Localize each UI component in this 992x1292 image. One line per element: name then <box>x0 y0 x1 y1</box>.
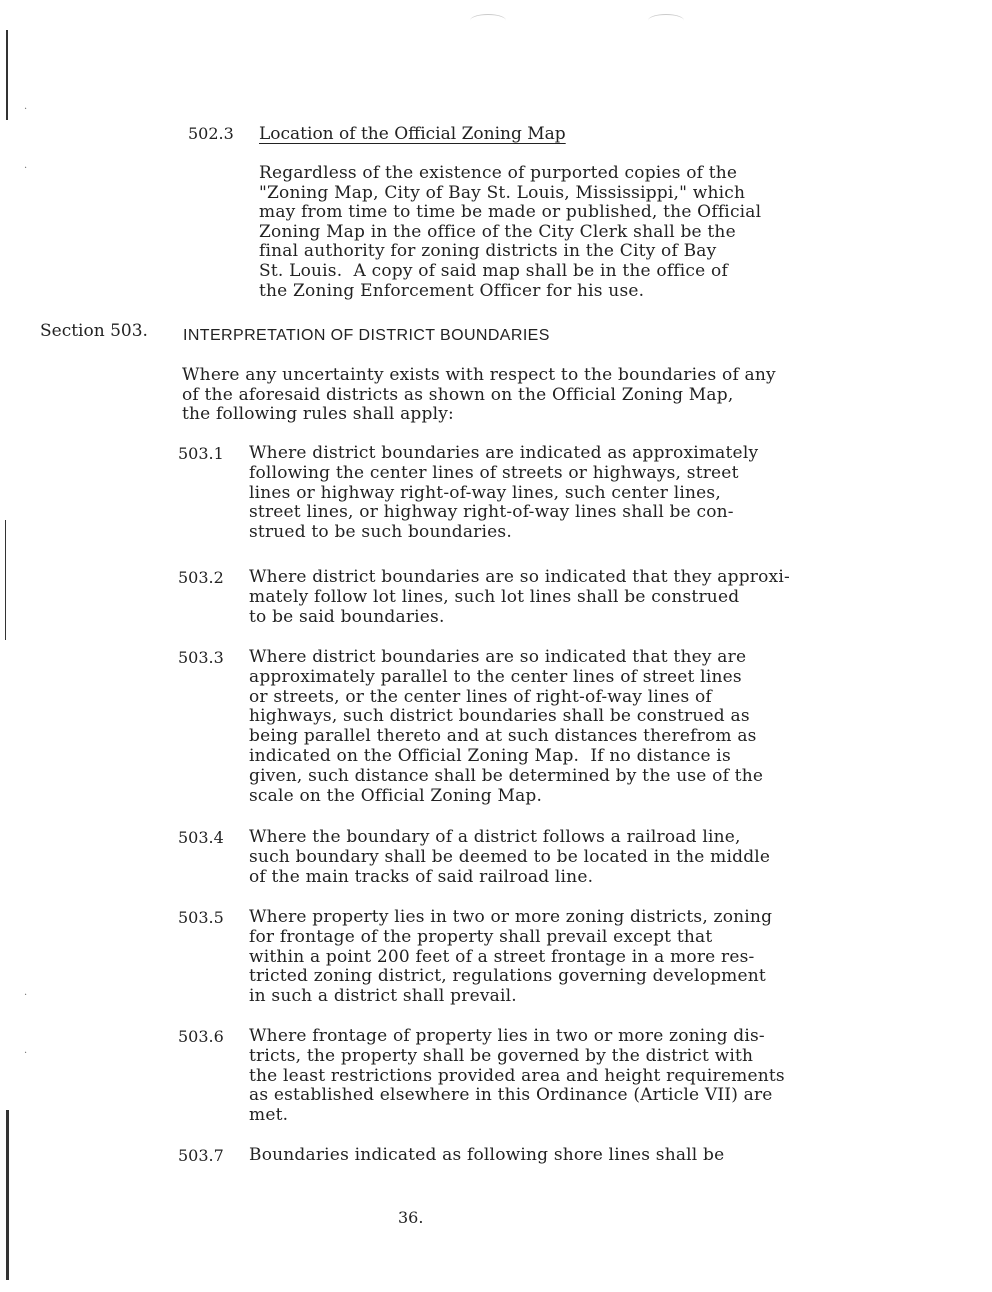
rule-number: 503.4 <box>178 828 224 847</box>
text-line: may from time to time be made or published, the Official <box>259 202 762 223</box>
scan-arc <box>470 14 506 27</box>
text-line: approximately parallel to the center lines of street lines <box>249 666 742 687</box>
text-line: the least restrictions provided area and height requirements <box>249 1065 785 1086</box>
text-line: as established elsewhere in this Ordinance (Article VII) are <box>249 1085 773 1106</box>
text-line: tricted zoning district, regulations governing development <box>249 966 766 987</box>
scan-edge-line <box>5 520 6 640</box>
text-line: met. <box>249 1105 289 1126</box>
scan-speck: · <box>24 104 28 115</box>
text-line: of the aforesaid districts as shown on the Official Zoning Map, <box>182 384 734 405</box>
scan-edge-line <box>6 30 8 120</box>
rule-number: 503.5 <box>178 908 224 927</box>
text-line: Where property lies in two or more zoning districts, zoning <box>249 907 773 927</box>
scan-speck: · <box>24 163 28 174</box>
text-line: to be said boundaries. <box>249 606 445 627</box>
text-line: mately follow lot lines, such lot lines shall be construed <box>249 586 740 607</box>
text-line: given, such distance shall be determined by the use of the <box>249 765 764 786</box>
text-line: street lines, or highway right-of-way lines shall be con- <box>249 502 734 523</box>
scan-edge-line <box>6 1110 9 1280</box>
section-label-503: Section 503. <box>40 321 148 341</box>
text-line: for frontage of the property shall prevail except that <box>249 926 713 947</box>
text-line: Where district boundaries are so indicated that they are <box>249 647 747 667</box>
text-line: the following rules shall apply: <box>182 404 454 425</box>
scan-speck: · <box>24 1048 28 1059</box>
text-line: indicated on the Official Zoning Map. If no distance is <box>249 746 731 766</box>
text-line: Where any uncertainty exists with respect to the boundaries of any <box>182 365 776 385</box>
text-line: following the center lines of streets or highways, street <box>249 462 739 483</box>
text-line: within a point 200 feet of a street frontage in a more res- <box>249 946 755 967</box>
text-line: highways, such district boundaries shall be construed as <box>249 706 750 727</box>
scan-arc <box>648 14 684 27</box>
text-line: final authority for zoning districts in the City of Bay <box>259 241 717 262</box>
text-line: Where district boundaries are indicated as approximately <box>249 443 759 463</box>
rule-number: 503.1 <box>178 444 224 463</box>
text-line: Where district boundaries are so indicated that they approxi- <box>249 567 790 587</box>
text-line: Where the boundary of a district follows a railroad line, <box>249 827 741 847</box>
text-line: Regardless of the existence of purported copies of the <box>259 163 738 183</box>
rule-number: 503.7 <box>178 1146 224 1165</box>
text-line: St. Louis. A copy of said map shall be in the office of <box>259 261 728 281</box>
text-line: lines or highway right-of-way lines, such center lines, <box>249 482 721 503</box>
section-title-502-3: Location of the Official Zoning Map <box>259 124 566 144</box>
rule-number: 503.6 <box>178 1027 224 1046</box>
text-line: or streets, or the center lines of right-of-way lines of <box>249 686 712 707</box>
text-line: strued to be such boundaries. <box>249 522 512 543</box>
rule-number: 503.3 <box>178 648 224 667</box>
text-line: "Zoning Map, City of Bay St. Louis, Mississippi," which <box>259 182 746 203</box>
text-line: Boundaries indicated as following shore lines shall be <box>249 1145 725 1165</box>
text-line: scale on the Official Zoning Map. <box>249 785 543 806</box>
text-line: the Zoning Enforcement Officer for his use. <box>259 280 645 301</box>
text-line: Where frontage of property lies in two or more zoning dis- <box>249 1026 765 1046</box>
text-line: Zoning Map in the office of the City Clerk shall be the <box>259 221 736 242</box>
rule-number: 503.2 <box>178 568 224 587</box>
section-title-503: INTERPRETATION OF DISTRICT BOUNDARIES <box>183 327 550 344</box>
text-line: such boundary shall be deemed to be located in the middle <box>249 846 771 867</box>
text-line: being parallel thereto and at such distances therefrom as <box>249 726 757 747</box>
text-line: of the main tracks of said railroad line. <box>249 866 594 887</box>
text-line: tricts, the property shall be governed by the district with <box>249 1045 754 1066</box>
text-line: in such a district shall prevail. <box>249 986 517 1007</box>
section-number-502-3: 502.3 <box>188 124 234 143</box>
page-number: 36. <box>398 1208 424 1227</box>
scan-speck: · <box>24 990 28 1001</box>
